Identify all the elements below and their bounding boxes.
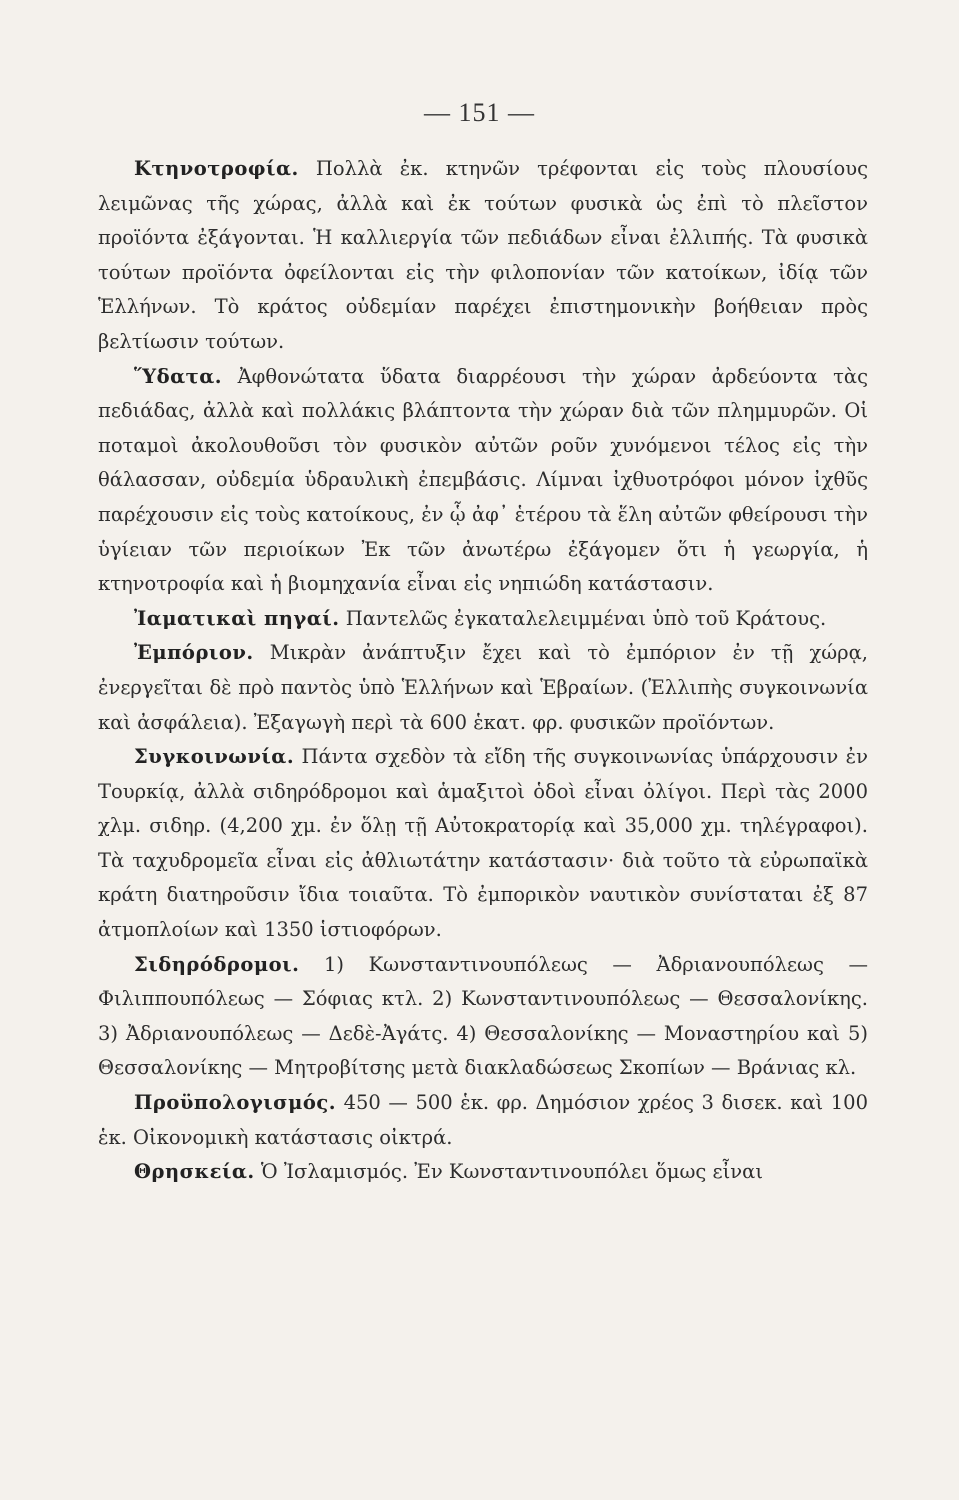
section-heading: Ἐμπόριον. [134,641,254,665]
section-body: Πάντα σχεδὸν τὰ εἴδη τῆς συγκοινωνίας ὑπάρχουσιν ἐν Τουρκίᾳ, ἀλλὰ σιδηρόδρομοι καὶ ἁμαξιτοὶ ὁδοὶ εἶναι ὀλίγοι. Περὶ τὰς 2000 χλμ. σιδηρ. (4,200 χμ. ἐν ὅλῃ τῇ Αὐτοκρατορίᾳ καὶ 35,000 χμ. τηλέγραφοι). Τὰ ταχυδρομεῖα εἶναι εἰς ἀθλιωτάτην κατάστασιν· διὰ τοῦτο τὰ εὐρωπαϊκὰ κράτη διατηροῦσιν ἴδια τοιαῦτα. Τὸ ἐμπορικὸν ναυτικὸν συνίσταται ἐξ 87 ἀτμοπλοίων καὶ 1350 ἱστιοφόρων. [98,745,868,942]
section-heading: Προϋπολογισμός. [134,1091,337,1115]
section-springs [98,602,868,637]
section-religion [98,1155,868,1190]
section-communications [98,740,868,948]
page-number: — 151 — [424,98,535,127]
section-railways [98,948,868,1086]
section-body: 450 — 500 ἑκ. φρ. Δημόσιον χρέος 3 δισεκ. καὶ 100 ἑκ. Οἰκονομικὴ κατάστασις οἰκτρά. [98,1091,868,1149]
section-heading: Ἰαματικαὶ πηγαί. [134,606,340,630]
section-body: Μικρὰν ἀνάπτυξιν ἔχει καὶ τὸ ἐμπόριον ἐν τῇ χώρᾳ, ἐνεργεῖται δὲ πρὸ παντὸς ὑπὸ Ἑλλήνων καὶ Ἑβραίων. (Ἐλλιπὴς συγκοινωνία καὶ ἀσφάλεια). Ἐξαγωγὴ περὶ τὰ 600 ἑκατ. φρ. φυσικῶν προϊόντων. [98,641,869,734]
section-body: 1) Κωνσταντινουπόλεως — Ἀδριανουπόλεως — Φιλιππουπόλεως — Σόφιας κτλ. 2) Κωνσταντινουπόλεως — Θεσσαλονίκης. 3) Ἀδριανουπόλεως — Δεδὲ-Ἀγάτς. 4) Θεσσαλονίκης — Μοναστηρίου καὶ 5) Θεσσαλονίκης — Μητροβίτσης μετὰ διακλαδώσεως Σκοπίων — Βράνιας κλ. [98,952,868,1080]
section-heading: Ὕδατα. [134,364,223,388]
section-body: Ἀφθονώτατα ὕδατα διαρρέουσι τὴν χώραν ἀρδεύοντα τὰς πεδιάδας, ἀλλὰ καὶ πολλάκις βλάπτοντα τὴν χώραν διὰ τῶν πλημμυρῶν. Οἱ ποταμοὶ ἀκολουθοῦσι τὸν φυσικὸν αὐτῶν ροῦν χυνόμενοι τέλος εἰς τὴν θάλασσαν, οὐδεμία ὑδραυλικὴ ἐπεμβάσις. Λίμναι ἰχθυοτρόφοι μόνον ἰχθῦς παρέχουσιν εἰς τοὺς κατοίκους, ἐν ᾧ ἀφ᾽ ἑτέρου τὰ ἕλη αὐτῶν φθείρουσι τὴν ὑγίειαν τῶν περιοίκων Ἐκ τῶν ἀνωτέρω ἐξάγομεν ὅτι ἡ γεωργία, ἡ κτηνοτροφία καὶ ἡ βιομηχανία εἶναι εἰς νηπιώδη κατάστασιν. [98,364,868,596]
section-body: Παντελῶς ἐγκαταλελειμμέναι ὑπὸ τοῦ Κράτους. [345,606,827,630]
section-livestock [98,152,868,360]
section-budget [98,1086,868,1155]
section-waters [98,360,868,602]
section-heading: Σιδηρόδρομοι. [134,952,300,976]
section-heading: Κτηνοτροφία. [134,157,299,180]
section-heading: Συγκοινωνία. [134,745,295,769]
section-heading: Θρησκεία. [134,1160,255,1184]
page-text [98,152,868,1190]
section-body: Πολλὰ ἐκ. κτηνῶν τρέφονται εἰς τοὺς πλουσίους λειμῶνας τῆς χώρας, ἀλλὰ καὶ ἐκ τούτων φυσικὰ ὡς ἐπὶ τὸ πλεῖστον προϊόντα ἐξάγονται. Ἡ καλλιεργία τῶν πεδιάδων εἶναι ἐλλιπής. Τὰ φυσικὰ τούτων προϊόντα ὀφείλονται εἰς τὴν φιλοπονίαν τῶν κατοίκων, ἰδίᾳ τῶν Ἑλλήνων. Τὸ κράτος οὐδεμίαν παρέχει ἐπιστημονικὴν βοήθειαν πρὸς βελτίωσιν τούτων. [98,157,868,353]
section-commerce [98,636,868,740]
section-body: Ὁ Ἰσλαμισμός. Ἐν Κωνσταντινουπόλει ὅμως εἶναι [260,1160,763,1184]
